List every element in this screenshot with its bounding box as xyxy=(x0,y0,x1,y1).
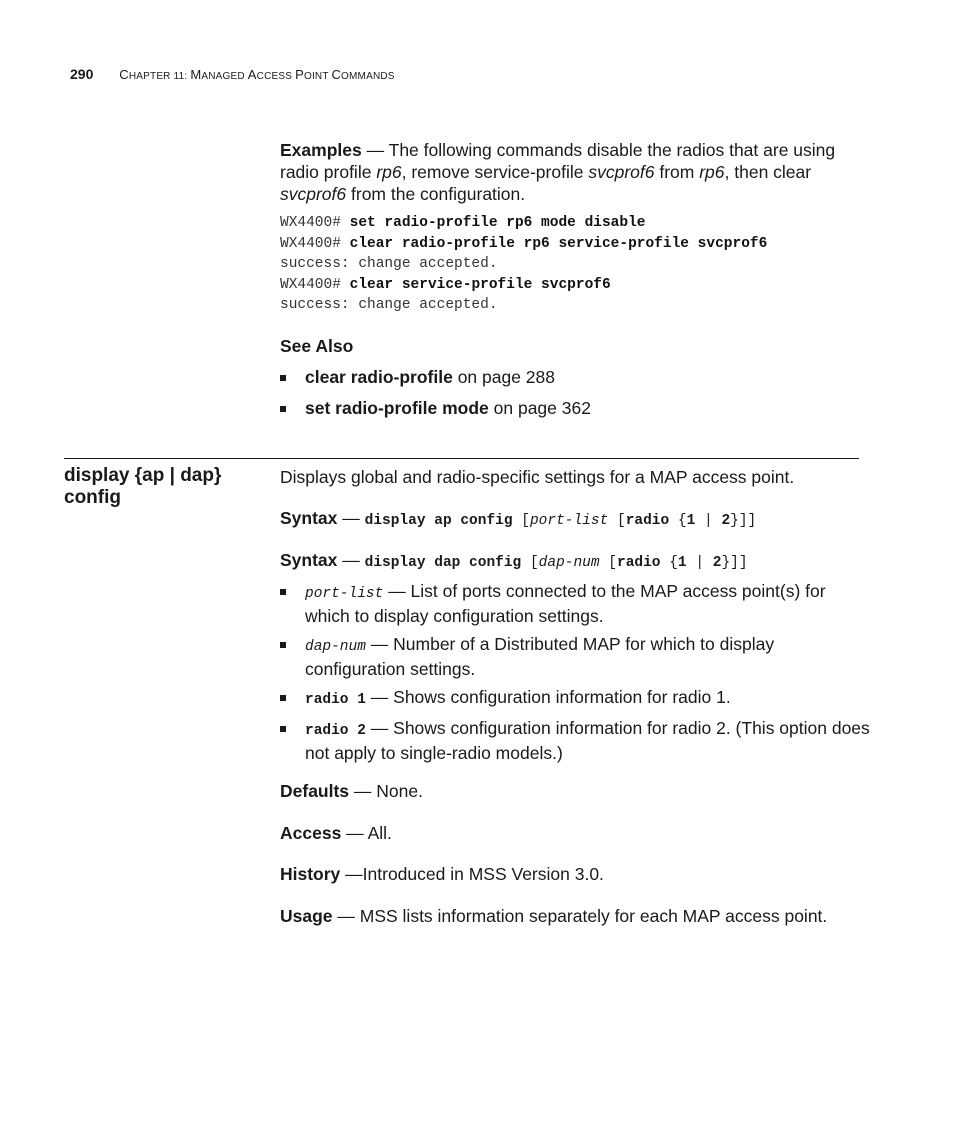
syntax-dap: Syntax — display dap config [dap-num [radio {1 | 2}]] xyxy=(280,550,748,571)
see-also-heading: See Also xyxy=(280,336,354,356)
examples-paragraph: Examples — The following commands disable the radios that are using radio profile rp6, remove service-profile svcprof6 from rp6, then clear svcprof6 from the configuration. xyxy=(280,140,836,204)
history-line: History —Introduced in MSS Version 3.0. xyxy=(280,864,604,884)
link-text[interactable]: set radio-profile mode xyxy=(305,398,489,418)
section-divider xyxy=(64,458,859,459)
section-title: display {ap | dap} config xyxy=(64,465,222,508)
defaults-line: Defaults — None. xyxy=(280,781,423,801)
bullet-icon xyxy=(280,642,286,648)
examples-label: Examples xyxy=(280,140,362,160)
section-description: Displays global and radio-specific settings for a MAP access point. xyxy=(280,467,795,487)
code-line: success: change accepted. xyxy=(280,256,498,272)
link-text[interactable]: clear radio-profile xyxy=(305,367,453,387)
code-line: success: change accepted. xyxy=(280,297,498,313)
bullet-icon xyxy=(280,726,286,732)
page-number: 290 xyxy=(70,66,94,82)
usage-line: Usage — MSS lists information separately for each MAP access point. xyxy=(280,906,828,926)
code-example xyxy=(280,213,767,316)
bullet-icon xyxy=(280,375,286,381)
chapter-title: CHAPTER 11: MANAGED ACCESS POINT COMMANDS xyxy=(119,67,395,82)
code-line: WX4400# clear radio-profile rp6 service-profile svcprof6 xyxy=(280,235,768,252)
bullet-icon xyxy=(280,695,286,701)
code-line: WX4400# set radio-profile rp6 mode disable xyxy=(280,215,646,231)
bullet-icon xyxy=(280,406,286,412)
access-line: Access — All. xyxy=(280,823,392,843)
syntax-ap: Syntax — display ap config [port-list [radio {1 | 2}]] xyxy=(280,508,757,529)
bullet-icon xyxy=(280,589,286,595)
running-header xyxy=(70,66,395,82)
code-line: WX4400# clear service-profile svcprof6 xyxy=(280,276,611,293)
